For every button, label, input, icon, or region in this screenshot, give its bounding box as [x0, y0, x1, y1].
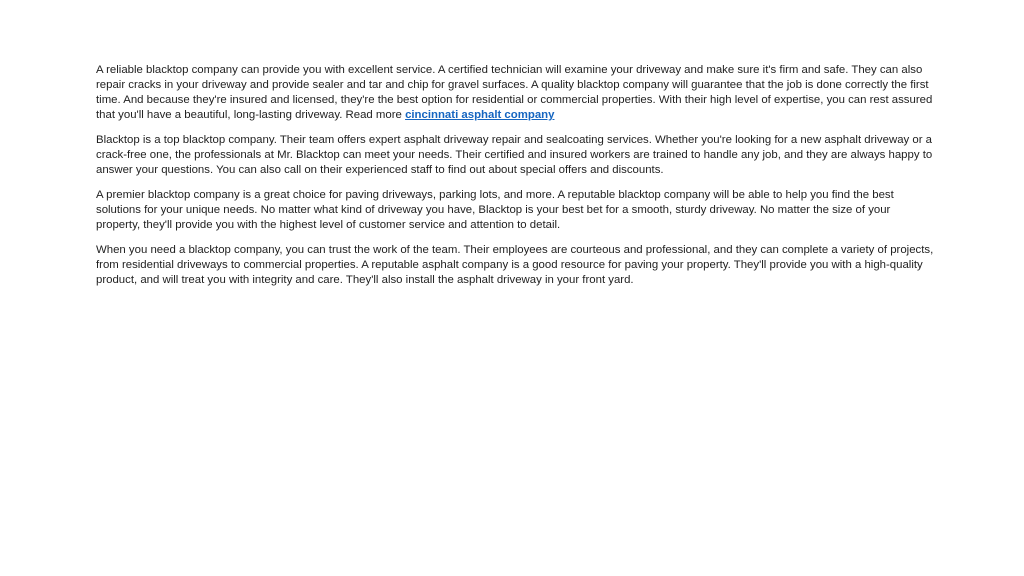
paragraph-4: When you need a blacktop company, you can trust the work of the team. Their employees are courteous and professional, and they can complete a variety of projects, from residential driveways to commercial properties. A reputable asphalt company is a good resource for paving your property. They'll provide you with a high-quality product, and will treat you with integrity and care. They'll also install the asphalt driveway in your front yard. — [96, 244, 934, 286]
paragraph-3: A premier blacktop company is a great choice for paving driveways, parking lots, and more. A reputable blacktop company will be able to help you find the best solutions for your unique needs. No matter what kind of driveway you have, Blacktop is your best bet for a smooth, sturdy driveway. No matter the size of your property, they'll provide you with the highest level of customer service and attention to detail. — [96, 189, 894, 231]
paragraph-1-text: A reliable blacktop company can provide you with excellent service. A certified technician will examine your driveway and make sure it's firm and safe. They can also repair cracks in your driveway and provide sealer and tar and chip for gravel surfaces. A quality blacktop company will guarantee that the job is done correctly the first time. And because they're insured and licensed, they're the best option for residential or commercial properties. With their high level of expertise, you can rest assured that you'll have a beautiful, long-lasting driveway. Read more — [96, 64, 933, 121]
paragraph-2: Blacktop is a top blacktop company. Their team offers expert asphalt driveway repair and sealcoating services. Whether you're looking for a new asphalt driveway or a crack-free one, the professionals at Mr. Blacktop can meet your needs. Their certified and insured workers are trained to handle any job, and they are always happy to answer your questions. You can also call on their experienced staff to find out about special offers and discounts. — [96, 134, 933, 176]
article-body — [96, 63, 936, 298]
cincinnati-asphalt-company-link[interactable]: cincinnati asphalt company — [405, 109, 555, 121]
paragraph-1 — [96, 63, 936, 123]
